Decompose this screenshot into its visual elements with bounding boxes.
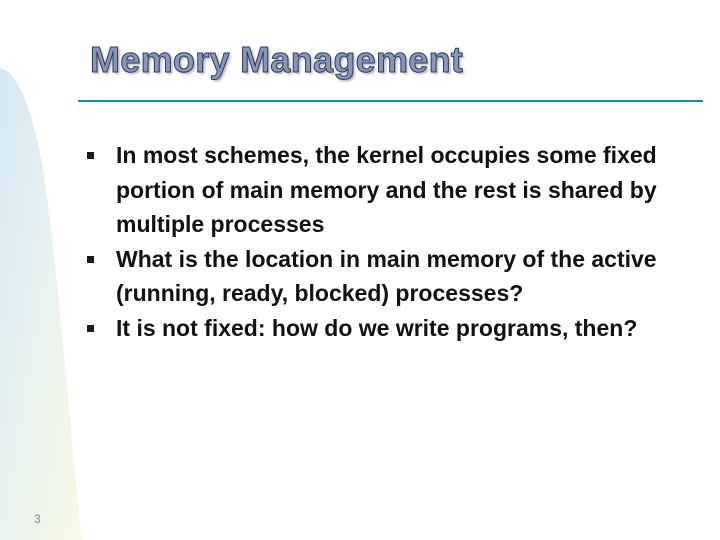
slide-title: Memory Management xyxy=(90,39,464,80)
page-number: 3 xyxy=(34,512,41,526)
square-bullet-icon xyxy=(87,325,94,332)
bullet-list xyxy=(80,138,700,345)
square-bullet-icon xyxy=(87,256,94,263)
bullet-text: What is the location in main memory of the active (running, ready, blocked) processes? xyxy=(116,245,657,306)
bullet-text: In most schemes, the kernel occupies some fixed portion of main memory and the rest is shared by multiple processes xyxy=(116,142,657,237)
title-divider xyxy=(78,100,703,102)
bullet-item xyxy=(80,242,700,311)
square-bullet-icon xyxy=(87,152,94,159)
bullet-item xyxy=(80,138,700,242)
bullet-item xyxy=(80,311,700,346)
bullet-text: It is not fixed: how do we write programs, then? xyxy=(116,314,638,341)
